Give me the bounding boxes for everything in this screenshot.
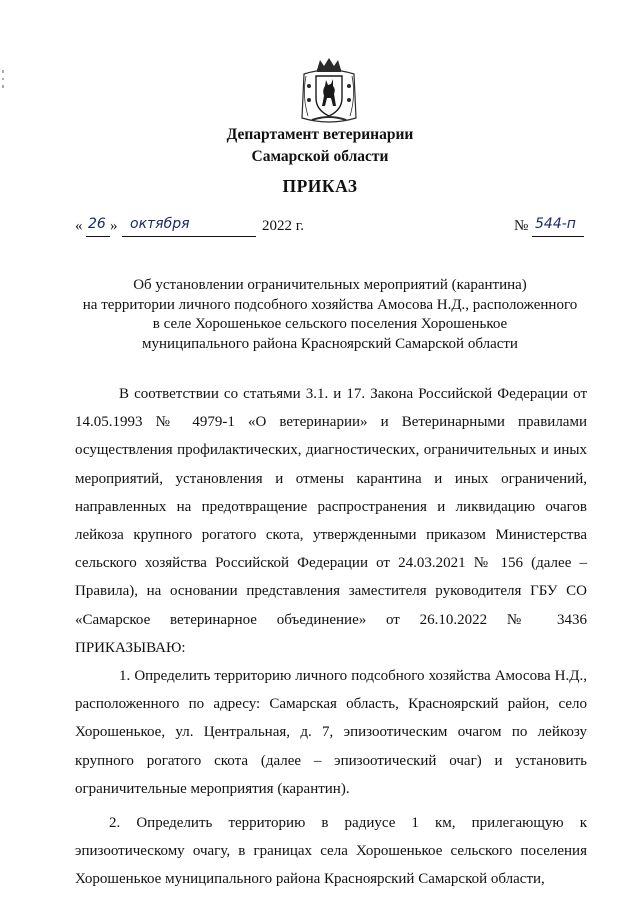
subject-line-3: в селе Хорошенькое сельского поселения Хорошенькое [152,316,508,332]
order-subject [60,276,600,354]
margin-mark [2,70,4,88]
department-name [0,124,640,168]
date-number-row [0,218,640,242]
date-quote-open: « [75,218,83,234]
order-number-handwritten: 544-п [535,216,576,232]
number-underline [532,236,584,237]
number-sign: № [514,218,529,234]
subject-line-4: муниципального района Красноярский Самарской области [142,335,518,352]
subject-line-2: на территории личного подсобного хозяйства Амосова Н.Д., расположенного [82,296,578,313]
preamble-paragraph: В соответствии со статьями 3.1. и 17. Закона Российской Федерации от 14.05.1993 № 4979-1 «О ветеринарии» и Ветеринарными правилами осуществления профилактических, диагностических, ограничительных и иных мероприятий, установления и отмены карантина и иных ограничений, направленных на предотвращение распространения и ликвидацию очагов лейкоза крупного рогатого скота, утвержденными приказом Министерства сельского хозяйства Российской Федерации от 24.03.2021 № 156 (далее – Правила), на основании представления заместителя руководителя ГБУ СО «Самарское ветеринарное объединение» от 26.10.2022 № 3436 ПРИКАЗЫВАЮ: [75,386,587,656]
order-item-1: 1. Определить территорию личного подсобного хозяйства Амосова Н.Д., расположенного по адресу: Самарская область, Красноярский район, село Хорошенькое, ул. Центральная, д. 7, эпизоотическим очагом по лейкозу крупного рогатого скота (далее – эпизоотический очаг) и установить ограничительные мероприятия (карантин). [75,668,587,797]
order-item-2: 2. Определить территорию в радиусе 1 км, прилегающую к эпизоотическому очагу, в границах села Хорошенькое сельского поселения Хорошенькое муниципального района Красноярский Самарской области, [75,815,587,888]
subject-line-1: Об установлении ограничительных мероприятий (карантина) [133,277,527,293]
date-quote-close: » [110,218,118,234]
date-year: 2022 г. [262,218,304,234]
coat-of-arms-emblem [298,56,360,126]
month-underline [122,236,256,237]
day-underline [86,236,110,237]
date-month-handwritten: октября [130,216,190,232]
document-type-title: ПРИКАЗ [282,176,358,196]
order-body [75,380,587,894]
date-day-handwritten: 26 [88,216,106,232]
department-line-1: Департамент ветеринарии [226,126,414,143]
department-line-2: Самарской области [251,148,389,165]
